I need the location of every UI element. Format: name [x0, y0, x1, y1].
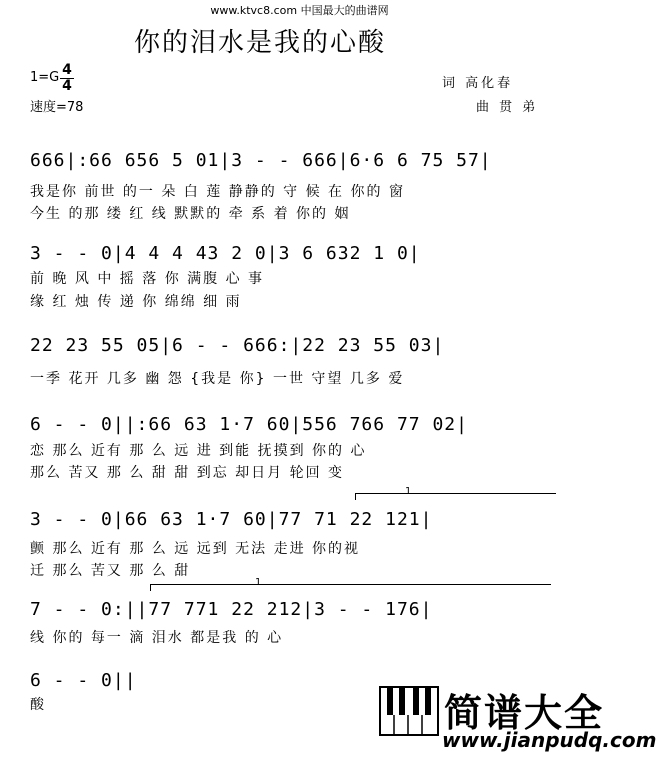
site-banner: www.ktvc8.com 中国最大的曲谱网 [210, 4, 389, 17]
lyrics-s4-v2: 那么 苦又 那 么 甜 甜 到忘 却日月 轮回 变 [30, 465, 345, 481]
volta-number-2: 1 [255, 577, 262, 588]
time-top: 4 [62, 62, 72, 78]
time-signature [60, 64, 74, 93]
key-signature: 1=G [30, 70, 60, 85]
notes-system-2: 3 - - 0|4 4 4 43 2 0|3 6 632 1 0| [30, 243, 421, 264]
notes-system-6: 7 - - 0:||77 771 22 212|3 - - 176| [30, 599, 433, 620]
time-bottom: 4 [62, 78, 72, 94]
logo-url[interactable]: www.jianpudq.com [442, 728, 656, 752]
logo-name: 简谱大全 [444, 691, 605, 735]
volta-bracket-2 [150, 584, 551, 591]
notes-system-4: 6 - - 0||:66 63 1·7 60|556 766 77 02| [30, 414, 468, 435]
notes-system-5: 3 - - 0|66 63 1·7 60|77 71 22 121| [30, 509, 433, 530]
piano-logo-icon [379, 686, 439, 736]
lyrics-s1-v2: 今生 的那 缕 红 线 默默的 牵 系 着 你的 姻 [30, 206, 351, 222]
lyrics-s1-v1: 我是你 前世 的一 朵 白 莲 静静的 守 候 在 你的 窗 [30, 184, 405, 200]
lyrics-s5-v1: 颤 那么 近有 那 么 远 远到 无法 走进 你的视 [30, 541, 361, 557]
volta-bracket-1 [355, 493, 556, 500]
lyrics-s6-v1: 线 你的 每一 滴 泪水 都是我 的 心 [30, 630, 284, 646]
lyrics-s4-v1: 恋 那么 近有 那 么 远 进 到能 抚摸到 你的 心 [30, 443, 367, 459]
song-title: 你的泪水是我的心酸 [133, 28, 386, 58]
notes-system-3: 22 23 55 05|6 - - 666:|22 23 55 03| [30, 335, 445, 356]
lyrics-s7-v1: 酸 [30, 697, 46, 713]
tempo: 速度=78 [30, 100, 84, 115]
lyrics-s2-v1: 前 晚 风 中 摇 落 你 满腹 心 事 [30, 271, 265, 287]
composer-credit: 曲 贯 弟 [476, 100, 539, 115]
lyrics-s3-v1: 一季 花开 几多 幽 怨 {我是 你} 一世 守望 几多 爱 [30, 371, 405, 387]
volta-number-1: 1 [405, 486, 412, 497]
lyrics-s2-v2: 缘 红 烛 传 递 你 绵绵 细 雨 [30, 294, 242, 310]
notes-system-7: 6 - - 0|| [30, 670, 137, 691]
lyricist-credit: 词 高化春 [442, 76, 514, 91]
notes-system-1: 666|:66 656 5 01|3 - - 666|6·6 6 75 57| [30, 150, 492, 171]
lyrics-s5-v2: 迁 那么 苦又 那 么 甜 [30, 563, 191, 579]
